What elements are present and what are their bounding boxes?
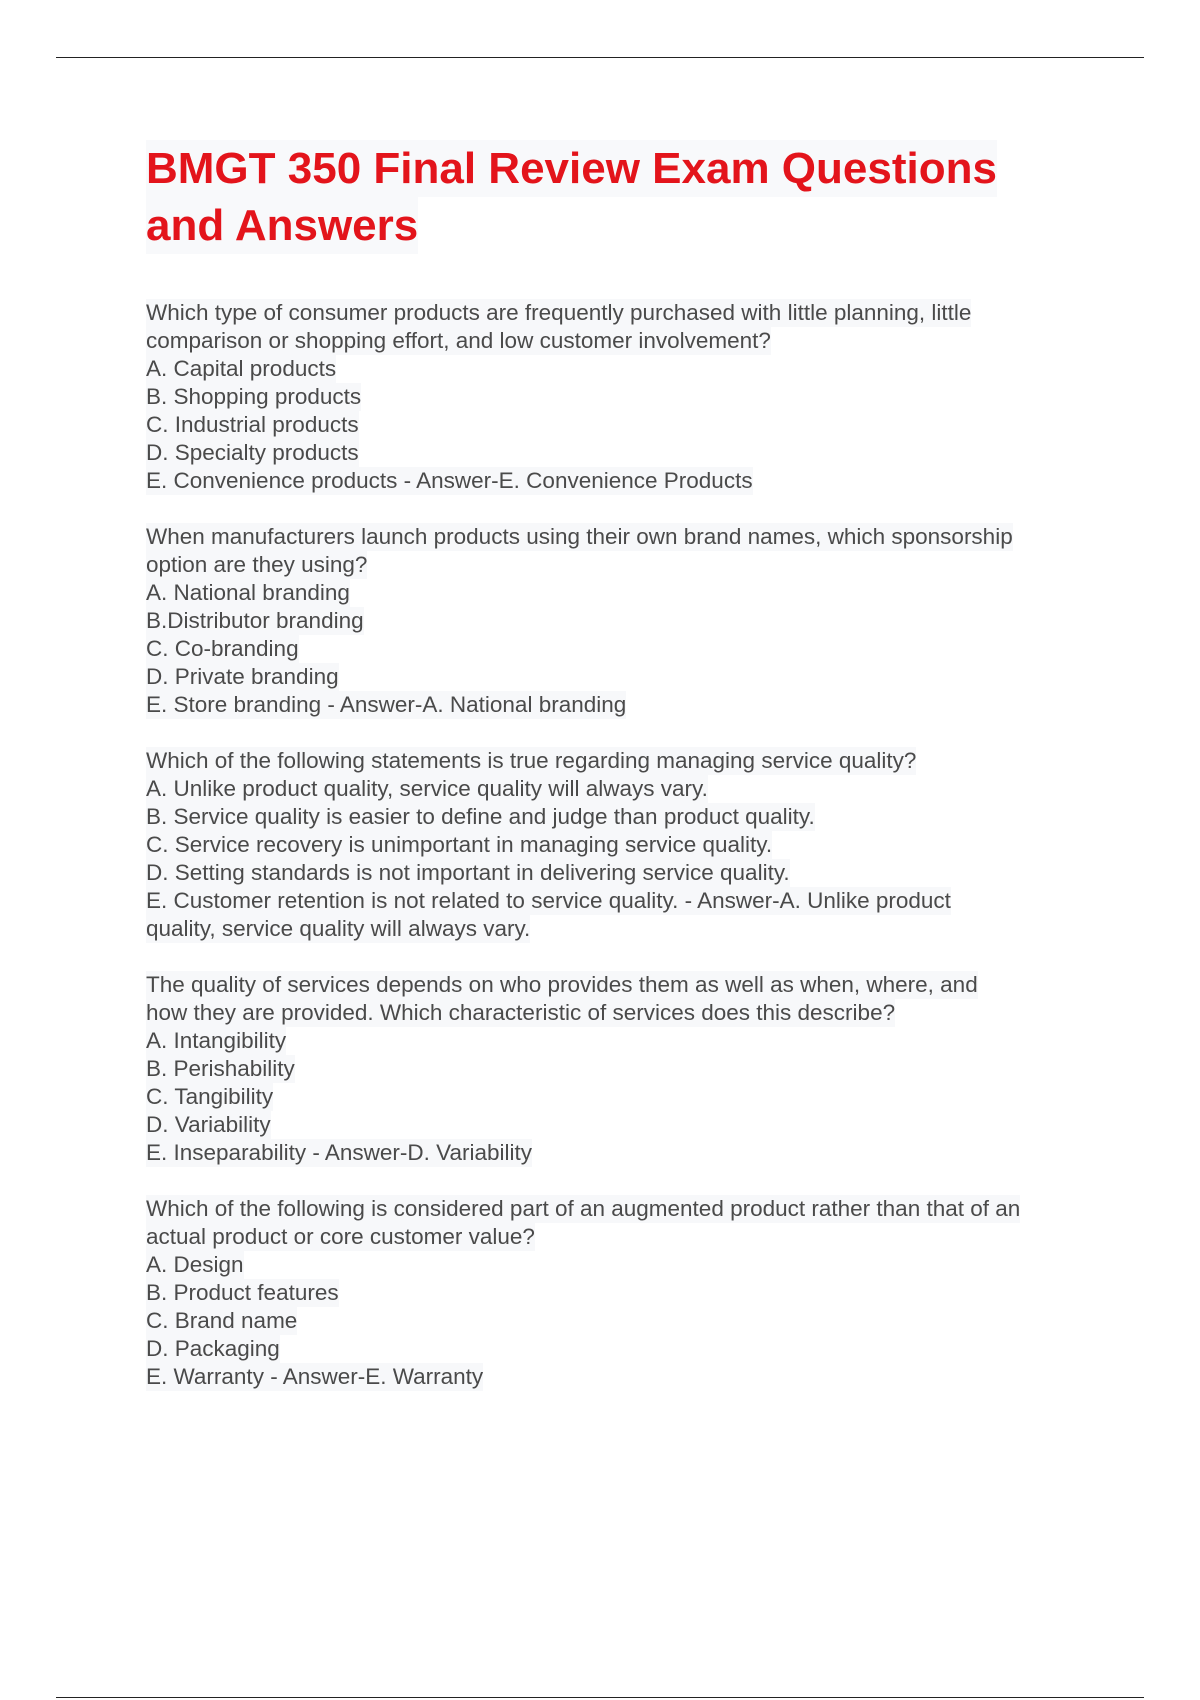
answer-option: D. Setting standards is not important in delivering service quality. xyxy=(146,860,790,885)
top-rule xyxy=(56,57,1144,58)
answer-option-with-key: E. Inseparability - Answer-D. Variability xyxy=(146,1140,532,1165)
answer-option: D. Packaging xyxy=(146,1336,280,1361)
question-block xyxy=(146,523,1096,719)
answer-option-with-key: E. Convenience products - Answer-E. Convenience Products xyxy=(146,468,753,493)
answer-option: D. Specialty products xyxy=(146,440,359,465)
answer-option: A. Design xyxy=(146,1252,244,1277)
answer-key-continued: quality, service quality will always vary. xyxy=(146,916,531,941)
answer-option: A. Capital products xyxy=(146,356,337,381)
document-body xyxy=(146,140,1096,1419)
question-stem: Which of the following statements is true regarding managing service quality? xyxy=(146,748,917,773)
question-stem: actual product or core customer value? xyxy=(146,1224,535,1249)
question-block xyxy=(146,1195,1096,1391)
title-line: and Answers xyxy=(146,197,418,254)
document-title xyxy=(146,140,1096,254)
answer-option-with-key: E. Customer retention is not related to service quality. - Answer-A. Unlike product xyxy=(146,888,951,913)
answer-option: C. Brand name xyxy=(146,1308,298,1333)
answer-option: D. Variability xyxy=(146,1112,271,1137)
question-block xyxy=(146,299,1096,495)
answer-option: A. Intangibility xyxy=(146,1028,287,1053)
question-stem: how they are provided. Which characteristic of services does this describe? xyxy=(146,1000,896,1025)
answer-option: C. Tangibility xyxy=(146,1084,274,1109)
answer-option-with-key: E. Store branding - Answer-A. National branding xyxy=(146,692,627,717)
question-stem: Which of the following is considered part of an augmented product rather than that of an xyxy=(146,1196,1021,1221)
question-stem: When manufacturers launch products using their own brand names, which sponsorship xyxy=(146,524,1013,549)
question-list xyxy=(146,299,1096,1391)
question-stem: option are they using? xyxy=(146,552,368,577)
answer-option-with-key: E. Warranty - Answer-E. Warranty xyxy=(146,1364,484,1389)
answer-option: C. Co-branding xyxy=(146,636,299,661)
answer-option: C. Industrial products xyxy=(146,412,359,437)
question-stem: The quality of services depends on who provides them as well as when, where, and xyxy=(146,972,978,997)
question-stem: comparison or shopping effort, and low customer involvement? xyxy=(146,328,771,353)
answer-option: C. Service recovery is unimportant in managing service quality. xyxy=(146,832,773,857)
bottom-rule xyxy=(56,1697,1144,1698)
question-stem: Which type of consumer products are frequently purchased with little planning, little xyxy=(146,300,972,325)
answer-option: D. Private branding xyxy=(146,664,339,689)
answer-option: B. Product features xyxy=(146,1280,339,1305)
answer-option: A. National branding xyxy=(146,580,350,605)
answer-option: B. Service quality is easier to define and judge than product quality. xyxy=(146,804,815,829)
answer-option: B.Distributor branding xyxy=(146,608,364,633)
answer-option: A. Unlike product quality, service quality will always vary. xyxy=(146,776,708,801)
answer-option: B. Perishability xyxy=(146,1056,295,1081)
title-line: BMGT 350 Final Review Exam Questions xyxy=(146,140,997,197)
question-block xyxy=(146,747,1096,943)
question-block xyxy=(146,971,1096,1167)
answer-option: B. Shopping products xyxy=(146,384,362,409)
